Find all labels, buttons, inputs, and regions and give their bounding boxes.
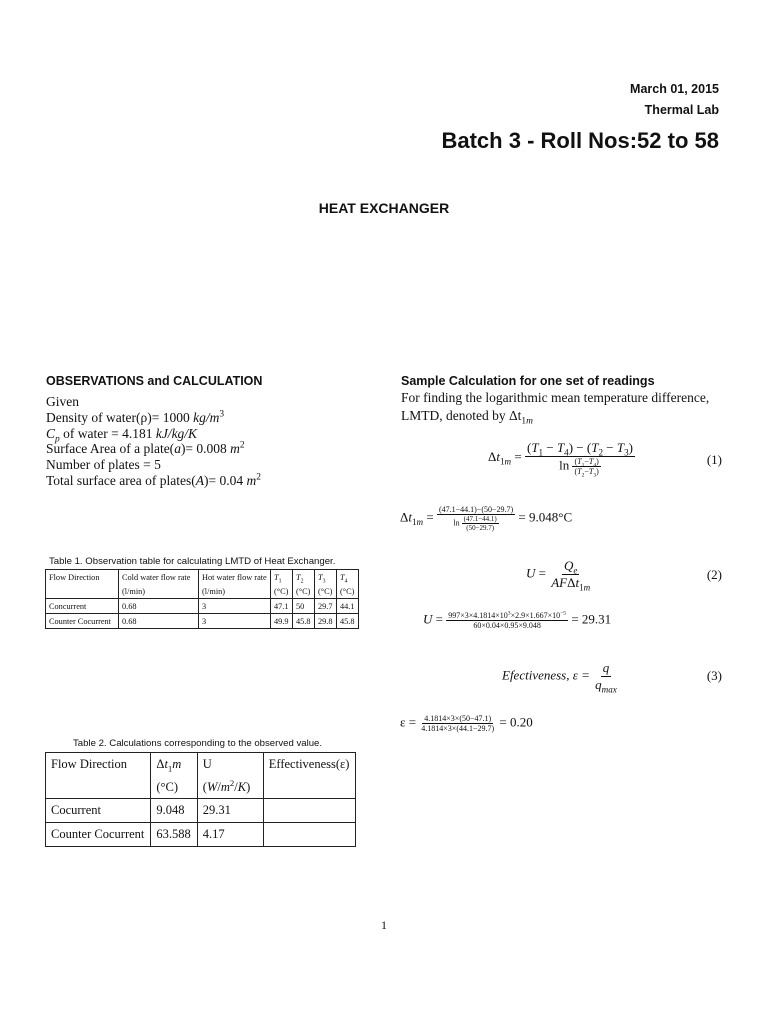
table-row (46, 823, 356, 847)
table-row (46, 599, 359, 614)
observation-table (45, 569, 359, 629)
table-cell: 3 (199, 599, 271, 614)
table-unit: (°C) (271, 584, 293, 599)
table-unit: $(W/m^2/K)$ (197, 776, 263, 799)
sample-intro: For finding the logarithmic mean temperature difference, LMTD, denoted by $\Delta t_{1m}$ (401, 390, 710, 427)
table-cell: 45.8 (337, 614, 359, 629)
table-cell: 63.588 (151, 823, 197, 847)
equation-number: (3) (706, 668, 722, 683)
lab-name: Thermal Lab (644, 103, 719, 117)
equation-number: (1) (706, 452, 722, 467)
effectiveness-result: = 0.20 (499, 714, 533, 730)
table-cell: Concurrent (46, 599, 119, 614)
table-unit-row (46, 776, 356, 799)
table-unit: (l/min) (119, 584, 199, 599)
u-calculation: U = $\frac{997\times 3\times 4.1814\times 10^3\times 2.9\times 1.667\times 10^{-5}}{60\times 0.04\times 0.95\times 9.048}$ = 29.31 (423, 610, 612, 630)
cp-line: $C_p$ of water = 4.181 kJ/kg/K (46, 425, 198, 445)
lmtd-formula: $\Delta t_{1m}$ = $(T_1 - T_4) - (T_2 - T_3)$ ln $\frac{(T_1-T_4)}{(T_2-T_3)}$ (488, 440, 633, 479)
calculation-table (45, 752, 356, 847)
given-list (46, 394, 261, 489)
given-label: Given (46, 394, 79, 409)
table-unit: (l/min) (199, 584, 271, 599)
table-cell: 44.1 (337, 599, 359, 614)
table-header: $T_2$ (293, 570, 315, 585)
table-cell: Counter Cocurrent (46, 823, 151, 847)
table-cell: Cocurrent (46, 799, 151, 823)
batch-title: Batch 3 - Roll Nos:52 to 58 (441, 128, 719, 153)
table-header: $\Delta t_1m$ (151, 753, 197, 777)
sample-heading: Sample Calculation for one set of readings (401, 374, 655, 388)
table-row (46, 799, 356, 823)
table-header: Effectiveness(ε) (263, 753, 356, 777)
table-header: Cold water flow rate (119, 570, 199, 585)
table-row (46, 614, 359, 629)
table-header-row (46, 753, 356, 777)
table-cell: 4.17 (197, 823, 263, 847)
observations-heading: OBSERVATIONS and CALCULATION (46, 374, 263, 388)
table-cell: 49.9 (271, 614, 293, 629)
page-number: 1 (381, 918, 387, 932)
table-cell: 3 (199, 614, 271, 629)
table-cell: 50 (293, 599, 315, 614)
table-unit (46, 584, 119, 599)
table-unit: (°C) (293, 584, 315, 599)
table-cell: 45.8 (293, 614, 315, 629)
table-cell: 9.048 (151, 799, 197, 823)
table-cell: 47.1 (271, 599, 293, 614)
lmtd-result: = 9.048°C (518, 509, 573, 525)
table-cell: 29.31 (197, 799, 263, 823)
table-header: $T_1$ (271, 570, 293, 585)
table-header: $T_3$ (315, 570, 337, 585)
table-cell (263, 799, 356, 823)
table-header: Hot water flow rate (199, 570, 271, 585)
table-header: Flow Direction (46, 570, 119, 585)
table-header-row (46, 570, 359, 585)
effectiveness-calculation: ε = $\frac{4.1814\times 3\times(50-47.1)}{4.1814\times 3\times(44.1-29.7)}$ = 0.20 (400, 714, 533, 733)
table-cell: 0.68 (119, 614, 199, 629)
table-unit: (°C) (315, 584, 337, 599)
table-cell: 0.68 (119, 599, 199, 614)
table-unit (46, 776, 151, 799)
u-formula: U = $\frac{Q_e}{AF\Delta t_{1m}}$ (526, 558, 591, 593)
table-cell (263, 823, 356, 847)
table-header: $T_4$ (337, 570, 359, 585)
table-header: U (197, 753, 263, 777)
lmtd-calculation: $\Delta t_{1m}$ = (47.1−44.1)−(50−29.7) ln $\frac{(47.1-44.1)}{(50-29.7)}$ = 9.048°C (400, 505, 573, 532)
table1-caption: Table 1. Observation table for calculating LMTD of Heat Exchanger. (49, 556, 336, 567)
plate-area-line: Surface Area of a plate(a)= 0.008 $m^2$ (46, 440, 245, 457)
u-result: = 29.31 (571, 611, 612, 627)
table-unit-row (46, 584, 359, 599)
equation-number: (2) (706, 567, 722, 582)
table-unit: (°C) (337, 584, 359, 599)
table-cell: Counter Cocurrent (46, 614, 119, 629)
document-title: HEAT EXCHANGER (318, 200, 450, 216)
table-cell: 29.7 (315, 599, 337, 614)
date: March 01, 2015 (630, 82, 719, 96)
table2-caption: Table 2. Calculations corresponding to the observed value. (73, 738, 323, 749)
num-plates-line: Number of plates = 5 (46, 457, 161, 473)
table-cell: 29.8 (315, 614, 337, 629)
total-area-line: Total surface area of plates(A)= 0.04 $m^2$ (46, 472, 261, 488)
table-header: Flow Direction (46, 753, 151, 777)
effectiveness-formula: Efectiveness, ε = $\frac{q}{q_{max}}$ (502, 660, 617, 695)
density-line: Density of water(ρ)= 1000 $kg/m^3$ (46, 409, 225, 425)
table-unit: (°C) (151, 776, 197, 799)
table-unit (263, 776, 356, 799)
